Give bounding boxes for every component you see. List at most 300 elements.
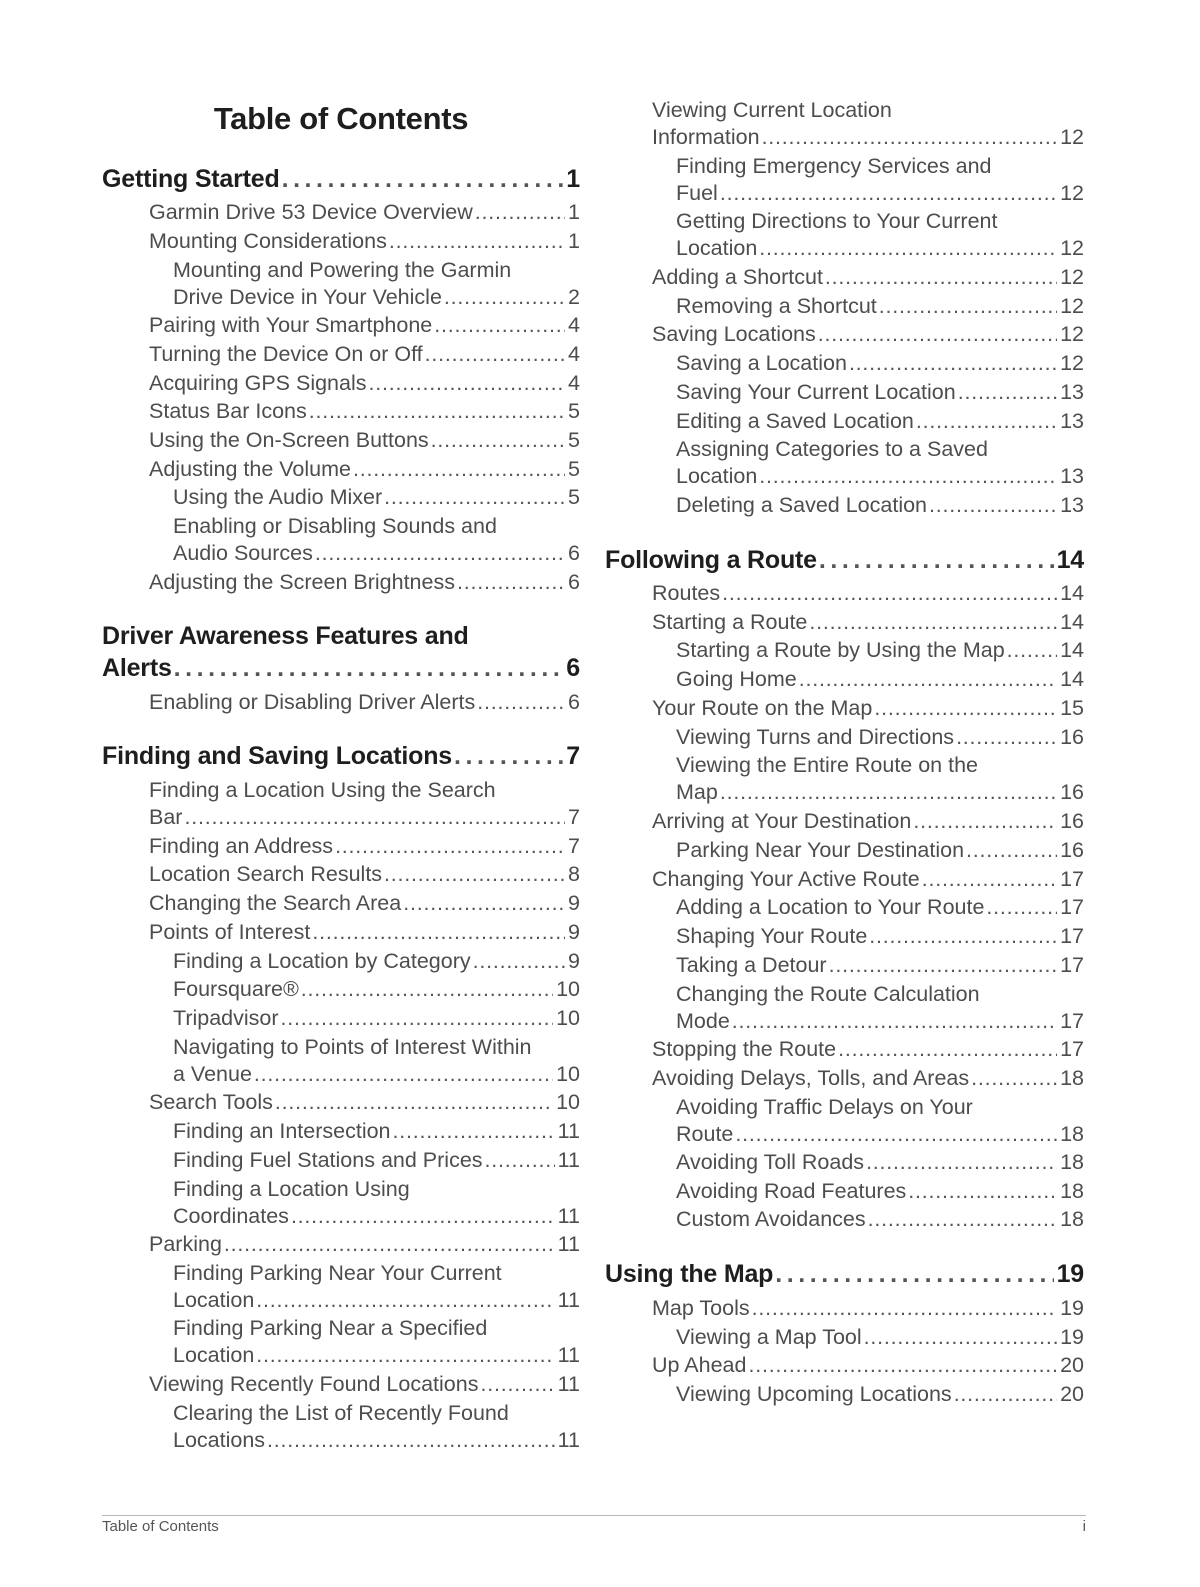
- toc-entry-text: Finding Parking Near Your Current: [173, 1261, 502, 1285]
- toc-page-number: 17: [1060, 867, 1084, 891]
- toc-entry-text: Finding Fuel Stations and Prices: [173, 1148, 483, 1172]
- toc-entry[interactable]: [652, 609, 1084, 636]
- toc-page-number: 14: [1060, 610, 1084, 634]
- toc-entry-text: Changing the Search Area: [149, 891, 402, 915]
- dot-leader: [256, 1342, 554, 1369]
- dot-leader: [475, 199, 565, 226]
- toc-entry-text: Foursquare®: [173, 977, 299, 1001]
- toc-entry-text: Garmin Drive 53 Device Overview: [149, 200, 473, 224]
- dot-leader: [735, 1121, 1057, 1148]
- dot-leader: [874, 695, 1057, 722]
- toc-subentry[interactable]: [676, 752, 1084, 806]
- toc-page-number: 14: [1060, 581, 1084, 605]
- dot-leader: [868, 1206, 1057, 1233]
- toc-entry-text: Adding a Location to Your Route: [676, 895, 985, 919]
- toc-entry[interactable]: [652, 866, 1084, 893]
- toc-entry-text: Finding Emergency Services and: [676, 154, 992, 178]
- toc-entry-text: Enabling or Disabling Sounds and: [173, 514, 497, 538]
- dot-leader: [485, 1147, 555, 1174]
- toc-page-number: 7: [566, 742, 580, 770]
- toc-entry[interactable]: [652, 97, 1084, 151]
- footer-page-number: i: [1082, 1518, 1086, 1535]
- toc-page-number: 12: [1060, 322, 1084, 346]
- dot-leader: [353, 456, 565, 483]
- toc-subentry[interactable]: [173, 1147, 580, 1174]
- toc-entry-text: Following a Route: [605, 546, 817, 574]
- toc-entry-text: Turning the Device On or Off: [149, 342, 423, 366]
- toc-page-number: 9: [568, 920, 580, 944]
- toc-subentry[interactable]: [173, 1034, 580, 1088]
- toc-page-number: 4: [568, 313, 580, 337]
- toc-subentry[interactable]: [676, 952, 1084, 979]
- toc-page-number: 15: [1060, 696, 1084, 720]
- dot-leader: [457, 569, 565, 596]
- toc-page-number: 12: [1060, 236, 1084, 260]
- toc-page-number: 11: [557, 1428, 580, 1452]
- toc-entry-text: Using the On-Screen Buttons: [149, 428, 429, 452]
- dot-leader: [908, 1178, 1057, 1205]
- toc-entry-text: Taking a Detour: [676, 953, 827, 977]
- dot-leader: [799, 666, 1057, 693]
- toc-entry[interactable]: [149, 456, 580, 483]
- toc-entry-text: Finding a Location Using the Search: [149, 778, 496, 802]
- dot-leader: [312, 919, 565, 946]
- toc-entry-text: Parking: [149, 1232, 222, 1256]
- toc-subentry[interactable]: [173, 1260, 580, 1314]
- toc-entry-text: Getting Started: [102, 165, 280, 193]
- dot-leader: [282, 163, 564, 195]
- toc-entry-text: Parking Near Your Destination: [676, 838, 965, 862]
- toc-page-number: 9: [568, 949, 580, 973]
- toc-entry-text: Saving Your Current Location: [676, 380, 956, 404]
- toc-page-number: 2: [568, 285, 580, 309]
- dot-leader: [759, 235, 1057, 262]
- toc-page-number: 19: [1060, 1325, 1084, 1349]
- toc-section-heading[interactable]: [102, 620, 580, 684]
- toc-page-number: 10: [556, 1062, 580, 1086]
- toc-subentry[interactable]: [173, 976, 580, 1003]
- toc-entry-text: Adjusting the Volume: [149, 457, 351, 481]
- toc-entry-text: Adding a Shortcut: [652, 265, 823, 289]
- toc-entry-text: Custom Avoidances: [676, 1207, 866, 1231]
- dot-leader: [818, 321, 1057, 348]
- dot-leader: [722, 580, 1057, 607]
- toc-entry-text: Enabling or Disabling Driver Alerts: [149, 690, 476, 714]
- toc-entry[interactable]: [149, 370, 580, 397]
- toc-entry[interactable]: [149, 398, 580, 425]
- dot-leader: [434, 312, 565, 339]
- toc-entry[interactable]: [149, 569, 580, 596]
- toc-page-number: 4: [568, 371, 580, 395]
- toc-page-number: 17: [1060, 895, 1084, 919]
- toc-entry-text: Clearing the List of Recently Found: [173, 1401, 509, 1425]
- toc-page-number: 20: [1060, 1353, 1084, 1377]
- toc-entry-text: Viewing Current Location: [652, 98, 892, 122]
- toc-entry-text: Points of Interest: [149, 920, 311, 944]
- toc-entry-text: Editing a Saved Location: [676, 409, 914, 433]
- toc-page-number: 11: [557, 1204, 580, 1228]
- toc-page-number: 16: [1060, 780, 1084, 804]
- toc-page-number: 19: [1056, 1260, 1084, 1288]
- toc-entry-text: Mode: [676, 1009, 730, 1033]
- toc-subentry[interactable]: [676, 666, 1084, 693]
- dot-leader: [275, 1089, 553, 1116]
- dot-leader: [335, 833, 565, 860]
- toc-entry-text: Map: [676, 780, 718, 804]
- toc-page-number: 13: [1060, 464, 1084, 488]
- toc-entry-text: Coordinates: [173, 1204, 289, 1228]
- toc-subentry[interactable]: [173, 1400, 580, 1454]
- toc-entry[interactable]: [149, 861, 580, 888]
- toc-page-number: 14: [1060, 667, 1084, 691]
- toc-entry[interactable]: [652, 264, 1084, 291]
- toc-subentry[interactable]: [676, 350, 1084, 377]
- toc-page-number: 17: [1060, 924, 1084, 948]
- toc-entry[interactable]: [652, 1065, 1084, 1092]
- toc-entry-text: Tripadvisor: [173, 1006, 279, 1030]
- dot-leader: [224, 1231, 555, 1258]
- toc-page-number: 5: [568, 399, 580, 423]
- toc-subentry[interactable]: [173, 1118, 580, 1145]
- toc-entry-text: Removing a Shortcut: [676, 294, 877, 318]
- toc-entry-text: Location: [173, 1288, 255, 1312]
- toc-entry[interactable]: [652, 695, 1084, 722]
- toc-entry-text: Viewing Upcoming Locations: [676, 1382, 952, 1406]
- footer-divider: [102, 1515, 1086, 1516]
- toc-entry-text: Location: [173, 1343, 255, 1367]
- toc-entry-text: Shaping Your Route: [676, 924, 868, 948]
- toc-entry[interactable]: [652, 808, 1084, 835]
- toc-entry-text: Driver Awareness Features and: [102, 622, 469, 650]
- dot-leader: [819, 544, 1054, 576]
- toc-subentry[interactable]: [676, 1149, 1084, 1176]
- toc-entry-text: Saving Locations: [652, 322, 816, 346]
- dot-leader: [748, 1352, 1057, 1379]
- dot-leader: [829, 952, 1057, 979]
- toc-entry-text: Viewing the Entire Route on the: [676, 753, 978, 777]
- toc-subentry[interactable]: [676, 1324, 1084, 1351]
- toc-entry-text: Avoiding Delays, Tolls, and Areas: [652, 1066, 970, 1090]
- toc-entry[interactable]: [652, 580, 1084, 607]
- dot-leader: [809, 609, 1057, 636]
- toc-page-number: 12: [1060, 125, 1084, 149]
- toc-entry[interactable]: [652, 1036, 1084, 1063]
- toc-entry[interactable]: [149, 427, 580, 454]
- dot-leader: [916, 408, 1057, 435]
- dot-leader: [825, 264, 1057, 291]
- toc-subentry[interactable]: [676, 837, 1084, 864]
- toc-entry-text: Stopping the Route: [652, 1037, 837, 1061]
- dot-leader: [473, 948, 565, 975]
- toc-entry-text: Avoiding Road Features: [676, 1179, 907, 1203]
- toc-entry-text: Location: [676, 236, 758, 260]
- toc-subentry[interactable]: [173, 948, 580, 975]
- dot-leader: [954, 1381, 1057, 1408]
- toc-entry-text: Locations: [173, 1428, 266, 1452]
- dot-leader: [254, 1061, 553, 1088]
- toc-section-heading[interactable]: [605, 1258, 1084, 1290]
- toc-entry-text: Finding a Location by Category: [173, 949, 471, 973]
- toc-page-number: 7: [568, 834, 580, 858]
- toc-page-number: 19: [1060, 1296, 1084, 1320]
- toc-entry-text: Navigating to Points of Interest Within: [173, 1035, 532, 1059]
- toc-subentry[interactable]: [676, 1206, 1084, 1233]
- toc-entry-text: Viewing Recently Found Locations: [149, 1372, 479, 1396]
- toc-page-number: 5: [568, 428, 580, 452]
- toc-entry-text: Map Tools: [652, 1296, 750, 1320]
- dot-leader: [971, 1065, 1057, 1092]
- toc-entry-text: Deleting a Saved Location: [676, 493, 928, 517]
- toc-entry[interactable]: [149, 1371, 580, 1398]
- toc-entry-text: Alerts: [102, 654, 172, 682]
- dot-leader: [309, 398, 565, 425]
- toc-entry-text: Routes: [652, 581, 721, 605]
- toc-page-number: 18: [1060, 1066, 1084, 1090]
- dot-leader: [864, 1324, 1057, 1351]
- toc-page-number: 4: [568, 342, 580, 366]
- dot-leader: [929, 492, 1057, 519]
- dot-leader: [866, 1149, 1057, 1176]
- toc-subentry[interactable]: [173, 1005, 580, 1032]
- toc-page-number: 16: [1060, 725, 1084, 749]
- toc-subentry[interactable]: [676, 492, 1084, 519]
- toc-subentry[interactable]: [173, 1315, 580, 1369]
- toc-page-number: 1: [568, 229, 580, 253]
- dot-leader: [174, 652, 564, 684]
- toc-entry-text: Finding Parking Near a Specified: [173, 1316, 488, 1340]
- dot-leader: [838, 1036, 1057, 1063]
- toc-entry-text: Assigning Categories to a Saved: [676, 437, 988, 461]
- dot-leader: [384, 861, 565, 888]
- toc-page-number: 8: [568, 862, 580, 886]
- toc-page-number: 12: [1060, 294, 1084, 318]
- toc-entry-text: Using the Audio Mixer: [173, 485, 383, 509]
- toc-page-number: 5: [568, 485, 580, 509]
- toc-page-number: 7: [568, 805, 580, 829]
- dot-leader: [1007, 637, 1057, 664]
- toc-entry[interactable]: [149, 890, 580, 917]
- toc-entry[interactable]: [652, 1295, 1084, 1322]
- dot-leader: [732, 1008, 1057, 1035]
- toc-entry-text: Viewing Turns and Directions: [676, 725, 955, 749]
- toc-entry-text: Changing the Route Calculation: [676, 982, 980, 1006]
- toc-page-number: 17: [1060, 1009, 1084, 1033]
- toc-page-number: 18: [1060, 1150, 1084, 1174]
- toc-entry-text: Finding an Intersection: [173, 1119, 391, 1143]
- toc-entry-text: Changing Your Active Route: [652, 867, 920, 891]
- toc-page-number: 10: [556, 977, 580, 1001]
- dot-leader: [849, 350, 1057, 377]
- toc-entry-text: a Venue: [173, 1062, 252, 1086]
- toc-subentry[interactable]: [676, 724, 1084, 751]
- toc-entry-text: Avoiding Traffic Delays on Your: [676, 1095, 973, 1119]
- toc-page-number: 11: [557, 1343, 580, 1367]
- toc-page-number: 11: [557, 1288, 580, 1312]
- toc-entry[interactable]: [149, 199, 580, 226]
- toc-entry-text: Status Bar Icons: [149, 399, 307, 423]
- toc-subentry[interactable]: [173, 484, 580, 511]
- footer-section-label: Table of Contents: [102, 1518, 219, 1535]
- dot-leader: [879, 293, 1057, 320]
- dot-leader: [281, 1005, 554, 1032]
- dot-leader: [720, 779, 1057, 806]
- dot-leader: [956, 724, 1057, 751]
- toc-entry-text: Location Search Results: [149, 862, 383, 886]
- toc-entry[interactable]: [149, 1089, 580, 1116]
- toc-page-number: 11: [557, 1372, 580, 1396]
- toc-page-number: 9: [568, 891, 580, 915]
- toc-title: Table of Contents: [213, 101, 469, 136]
- dot-leader: [184, 804, 565, 831]
- toc-entry-text: Going Home: [676, 667, 797, 691]
- toc-entry-text: Avoiding Toll Roads: [676, 1150, 865, 1174]
- toc-page-number: 6: [568, 541, 580, 565]
- toc-subentry[interactable]: [173, 257, 580, 311]
- dot-leader: [762, 124, 1058, 151]
- toc-page-number: 11: [557, 1119, 580, 1143]
- toc-page-number: 13: [1060, 493, 1084, 517]
- toc-subentry[interactable]: [676, 153, 1084, 207]
- toc-subentry[interactable]: [676, 408, 1084, 435]
- toc-subentry[interactable]: [676, 208, 1084, 262]
- dot-leader: [384, 484, 565, 511]
- toc-entry-text: Finding a Location Using: [173, 1177, 410, 1201]
- dot-leader: [291, 1203, 555, 1230]
- toc-subentry[interactable]: [173, 513, 580, 567]
- toc-page-number: 6: [568, 690, 580, 714]
- toc-entry-text: Your Route on the Map: [652, 696, 873, 720]
- toc-entry-text: Mounting and Powering the Garmin: [173, 258, 512, 282]
- toc-subentry[interactable]: [676, 923, 1084, 950]
- toc-subentry[interactable]: [676, 1178, 1084, 1205]
- dot-leader: [267, 1427, 555, 1454]
- dot-leader: [752, 1295, 1057, 1322]
- toc-page-number: 12: [1060, 265, 1084, 289]
- dot-leader: [480, 1371, 554, 1398]
- dot-leader: [425, 341, 565, 368]
- toc-entry-text: Audio Sources: [173, 541, 313, 565]
- dot-leader: [444, 284, 565, 311]
- toc-entry-text: Viewing a Map Tool: [676, 1325, 862, 1349]
- toc-entry-text: Search Tools: [149, 1090, 273, 1114]
- toc-page-number: 10: [556, 1006, 580, 1030]
- toc-entry[interactable]: [149, 833, 580, 860]
- toc-page-number: 11: [557, 1232, 580, 1256]
- toc-subentry[interactable]: [676, 436, 1084, 490]
- toc-subentry[interactable]: [676, 293, 1084, 320]
- dot-leader: [922, 866, 1057, 893]
- toc-page-number: 13: [1060, 409, 1084, 433]
- toc-page-number: 16: [1060, 838, 1084, 862]
- toc-entry[interactable]: [149, 228, 580, 255]
- dot-leader: [986, 894, 1057, 921]
- toc-entry-text: Location: [676, 464, 758, 488]
- dot-leader: [256, 1287, 554, 1314]
- toc-entry-text: Arriving at Your Destination: [652, 809, 912, 833]
- dot-leader: [477, 689, 565, 716]
- toc-page-number: 11: [557, 1148, 580, 1172]
- toc-entry[interactable]: [149, 341, 580, 368]
- toc-entry-text: Information: [652, 125, 760, 149]
- toc-page-number: 13: [1060, 380, 1084, 404]
- toc-entry[interactable]: [149, 689, 580, 716]
- toc-entry[interactable]: [149, 919, 580, 946]
- dot-leader: [913, 808, 1057, 835]
- dot-leader: [315, 540, 565, 567]
- toc-entry-text: Drive Device in Your Vehicle: [173, 285, 442, 309]
- toc-entry[interactable]: [652, 1352, 1084, 1379]
- toc-page-number: 17: [1060, 953, 1084, 977]
- toc-page-number: 6: [566, 654, 580, 682]
- toc-entry-text: Bar: [149, 805, 183, 829]
- toc-subentry[interactable]: [676, 894, 1084, 921]
- toc-entry-text: Adjusting the Screen Brightness: [149, 570, 455, 594]
- toc-page-number: 10: [556, 1090, 580, 1114]
- toc-subentry[interactable]: [676, 1094, 1084, 1148]
- toc-entry-text: Saving a Location: [676, 351, 847, 375]
- dot-leader: [431, 427, 565, 454]
- dot-leader: [389, 228, 565, 255]
- toc-entry[interactable]: [149, 777, 580, 831]
- toc-entry[interactable]: [652, 321, 1084, 348]
- toc-page-number: 14: [1056, 546, 1084, 574]
- toc-entry-text: Starting a Route: [652, 610, 808, 634]
- toc-page-number: 5: [568, 457, 580, 481]
- toc-section-heading[interactable]: [102, 163, 580, 195]
- toc-page-number: 1: [568, 200, 580, 224]
- dot-leader: [454, 740, 563, 772]
- toc-page-number: 16: [1060, 809, 1084, 833]
- toc-page-number: 17: [1060, 1037, 1084, 1061]
- dot-leader: [869, 923, 1057, 950]
- dot-leader: [720, 180, 1057, 207]
- toc-entry-text: Finding and Saving Locations: [102, 742, 452, 770]
- toc-entry-text: Acquiring GPS Signals: [149, 371, 367, 395]
- dot-leader: [759, 463, 1057, 490]
- dot-leader: [966, 837, 1057, 864]
- toc-subentry[interactable]: [676, 1381, 1084, 1408]
- toc-entry-text: Using the Map: [605, 1260, 774, 1288]
- toc-entry[interactable]: [149, 1231, 580, 1258]
- toc-page-number: 12: [1060, 181, 1084, 205]
- toc-entry-text: Starting a Route by Using the Map: [676, 638, 1005, 662]
- dot-leader: [393, 1118, 555, 1145]
- dot-leader: [403, 890, 565, 917]
- toc-entry-text: Pairing with Your Smartphone: [149, 313, 433, 337]
- dot-leader: [369, 370, 566, 397]
- toc-subentry[interactable]: [173, 1176, 580, 1230]
- toc-page-number: 18: [1060, 1122, 1084, 1146]
- toc-entry-text: Getting Directions to Your Current: [676, 209, 998, 233]
- toc-subentry[interactable]: [676, 637, 1084, 664]
- toc-page-number: 14: [1060, 638, 1084, 662]
- toc-page-number: 20: [1060, 1382, 1084, 1406]
- toc-page-number: 12: [1060, 351, 1084, 375]
- toc-entry[interactable]: [149, 312, 580, 339]
- toc-subentry[interactable]: [676, 379, 1084, 406]
- toc-page-number: 18: [1060, 1179, 1084, 1203]
- dot-leader: [301, 976, 553, 1003]
- toc-section-heading[interactable]: [605, 544, 1084, 576]
- toc-entry-text: Up Ahead: [652, 1353, 747, 1377]
- toc-entry-text: Fuel: [676, 181, 718, 205]
- toc-section-heading[interactable]: [102, 740, 580, 772]
- toc-entry-text: Route: [676, 1122, 734, 1146]
- toc-subentry[interactable]: [676, 981, 1084, 1035]
- toc-entry-text: Mounting Considerations: [149, 229, 387, 253]
- toc-entry-text: Finding an Address: [149, 834, 334, 858]
- toc-page-number: 6: [568, 570, 580, 594]
